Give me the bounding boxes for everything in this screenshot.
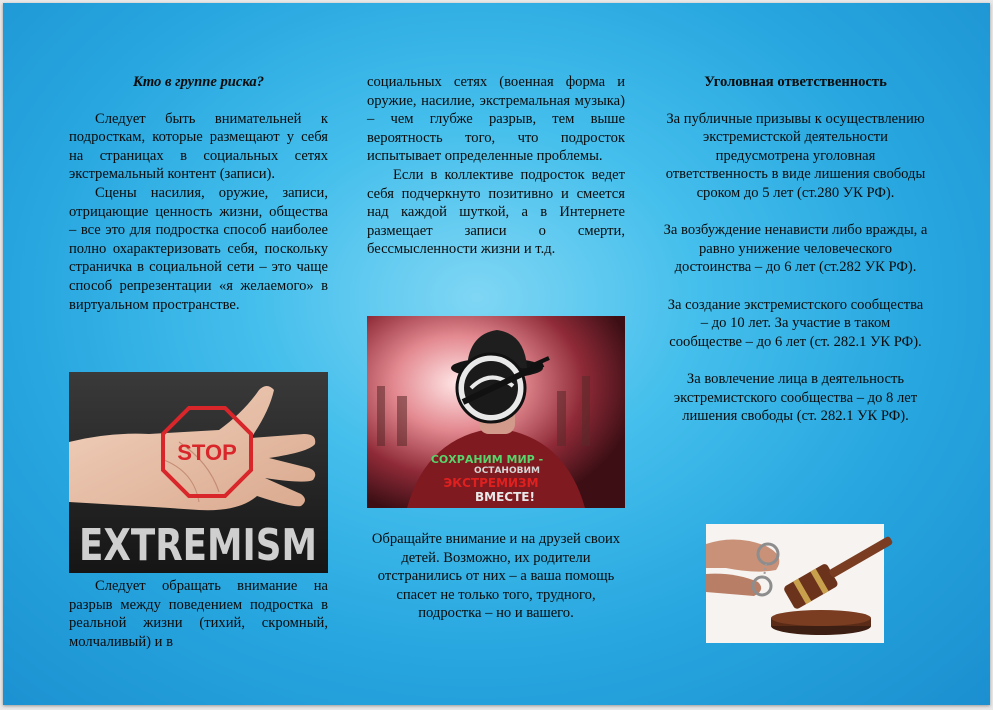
column-risk-group (69, 73, 328, 314)
risk-paragraph-2: Сцены насилия, оружие, записи, отрицающие ценность жизни, общества – все это для подростка способ наиболее полно охарактеризовать себя, поскольку страничка в социальной сети – это чаще способ репрезентации «я желаемого» в виртуальном пространстве. (69, 184, 328, 313)
gavel-illustration (706, 524, 884, 643)
poster-line-3: ЭКСТРЕМИЗМ (443, 476, 539, 490)
warning-paragraph-1: социальных сетях (военная форма и оружие, насилие, экстремальная музыка) – чем глубже разрыв, тем выше вероятность того, что подросток испытывает определенные проблемы. (367, 74, 625, 165)
stop-hand-illustration (69, 372, 328, 573)
column2-closing (367, 530, 625, 623)
poster-line-4: ВМЕСТЕ! (475, 490, 535, 504)
warning-paragraph-2: Если в коллективе подросток ведет себя подчеркнуто позитивно и смеется над каждой шуткой, а в Интернете размещает записи о смерти, бессмысленности жизни и т.д. (367, 166, 625, 258)
poster-line-1: СОХРАНИМ МИР - (430, 453, 544, 466)
stop-word: STOP (177, 440, 237, 465)
gavel-handcuffs-image (706, 524, 884, 643)
closing-paragraph: Обращайте внимание и на друзей своих детей. Возможно, их родители отстранились от них – а ваша помощь спасет не только того, трудного, подростка – но и вашего. (371, 531, 621, 622)
liability-item: За возбуждение ненависти либо вражды, а равно унижение человеческого достоинства – до 6 лет (ст.282 УК РФ). (663, 222, 928, 276)
liability-item: За создание экстремистского сообщества – до 10 лет. За участие в таком сообществе – до 6 лет (ст. 282.1 УК РФ). (667, 296, 924, 350)
column-criminal-liability (663, 73, 928, 444)
brochure-page (3, 3, 990, 705)
poster-illustration (367, 316, 625, 508)
column-warning-signs (367, 73, 625, 259)
risk-group-heading: Кто в группе риска? (132, 74, 265, 90)
liability-item: За публичные призывы к осуществлению экстремистской деятельности предусмотрена уголовная ответственность в виде лишения свободы сроком до 5 лет (ст.280 УК РФ). (665, 110, 926, 201)
liability-heading: Уголовная ответственность (704, 74, 887, 90)
poster-line-2: ОСТАНОВИМ (474, 466, 540, 476)
liability-item: За вовлечение лица в деятельность экстремистского сообщества – до 8 лет лишения свободы (ст. 282.1 УК РФ). (673, 370, 918, 425)
risk-paragraph-1: Следует быть внимательней к подросткам, которые размещают у себя на страницах в социальных сетях экстремальный контент (записи). (69, 110, 328, 183)
stop-extremism-image (69, 372, 328, 573)
column1-bottom-text (69, 577, 328, 651)
extremism-word: EXTREMISM (79, 520, 317, 571)
risk-paragraph-3: Следует обращать внимание на разрыв между поведением подростка в реальной жизни (тихий, скромный, молчаливый) и в (69, 578, 328, 650)
save-peace-poster (367, 316, 625, 508)
